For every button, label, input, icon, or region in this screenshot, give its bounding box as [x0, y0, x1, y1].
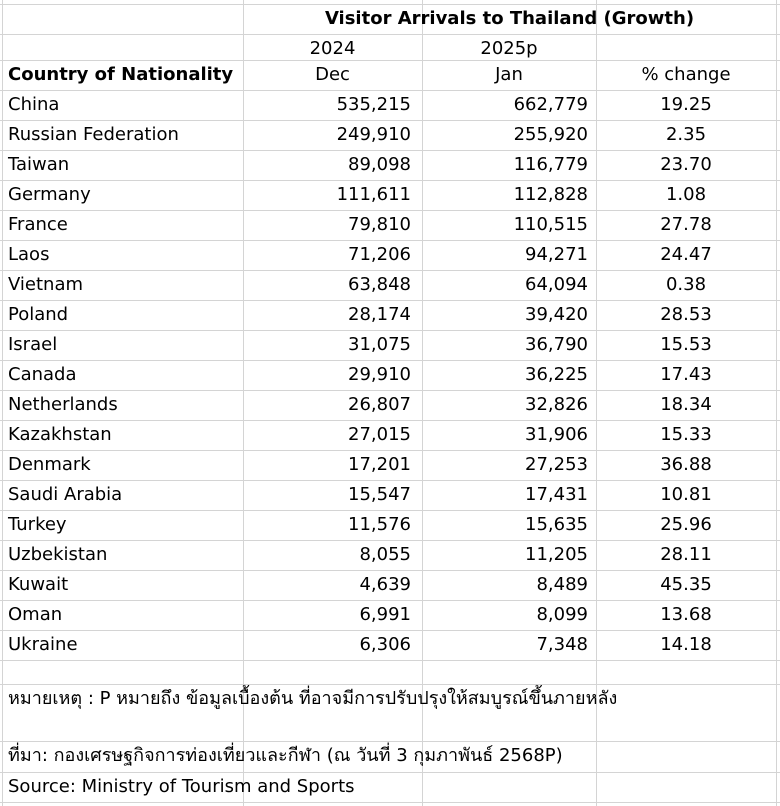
country-cell: Kuwait: [8, 574, 69, 595]
jan-value-cell: 36,225: [525, 364, 588, 385]
change-value-cell: 13.68: [660, 604, 712, 625]
dec-value-cell: 31,075: [348, 334, 411, 355]
jan-value-cell: 15,635: [525, 514, 588, 535]
jan-value-cell: 8,489: [536, 574, 588, 595]
jan-value-cell: 255,920: [513, 124, 588, 145]
country-cell: Taiwan: [8, 154, 70, 175]
grid-line: [0, 660, 780, 661]
dec-value-cell: 4,639: [359, 574, 411, 595]
country-cell: Netherlands: [8, 394, 118, 415]
column-header-jan: Jan: [495, 64, 523, 85]
change-value-cell: 17.43: [660, 364, 712, 385]
change-value-cell: 1.08: [665, 184, 707, 205]
year-2025p: 2025p: [480, 38, 538, 59]
dec-value-cell: 89,098: [348, 154, 411, 175]
change-value-cell: 19.25: [660, 94, 712, 115]
change-value-cell: 15.53: [660, 334, 712, 355]
change-value-cell: 10.81: [660, 484, 712, 505]
country-cell: Germany: [8, 184, 91, 205]
dec-value-cell: 17,201: [348, 454, 411, 475]
change-value-cell: 0.38: [665, 274, 707, 295]
jan-value-cell: 17,431: [525, 484, 588, 505]
dec-value-cell: 535,215: [336, 94, 411, 115]
dec-value-cell: 111,611: [336, 184, 411, 205]
change-value-cell: 25.96: [660, 514, 712, 535]
column-header-dec: Dec: [315, 64, 350, 85]
change-value-cell: 18.34: [660, 394, 712, 415]
change-value-cell: 2.35: [665, 124, 707, 145]
dec-value-cell: 11,576: [348, 514, 411, 535]
dec-value-cell: 71,206: [348, 244, 411, 265]
country-cell: Canada: [8, 364, 77, 385]
table-title: Visitor Arrivals to Thailand (Growth): [324, 8, 695, 29]
country-cell: Ukraine: [8, 634, 78, 655]
country-cell: Kazakhstan: [8, 424, 112, 445]
country-cell: Laos: [8, 244, 50, 265]
country-cell: Russian Federation: [8, 124, 179, 145]
change-value-cell: 27.78: [660, 214, 712, 235]
dec-value-cell: 6,306: [359, 634, 411, 655]
dec-value-cell: 29,910: [348, 364, 411, 385]
column-header-change: % change: [641, 64, 731, 85]
change-value-cell: 28.53: [660, 304, 712, 325]
country-cell: Oman: [8, 604, 63, 625]
country-cell: Israel: [8, 334, 58, 355]
jan-value-cell: 116,779: [513, 154, 588, 175]
jan-value-cell: 662,779: [513, 94, 588, 115]
change-value-cell: 14.18: [660, 634, 712, 655]
change-value-cell: 24.47: [660, 244, 712, 265]
jan-value-cell: 94,271: [525, 244, 588, 265]
source-thai: ที่มา: กองเศรษฐกิจการท่องเที่ยวและกีฬา (ณ วันที่ 3 กุมภาพันธ์ 2568P): [8, 745, 563, 766]
jan-value-cell: 7,348: [536, 634, 588, 655]
dec-value-cell: 8,055: [359, 544, 411, 565]
country-cell: Turkey: [8, 514, 67, 535]
country-cell: China: [8, 94, 60, 115]
country-cell: Uzbekistan: [8, 544, 108, 565]
year-2024: 2024: [309, 38, 356, 59]
change-value-cell: 15.33: [660, 424, 712, 445]
country-cell: Vietnam: [8, 274, 84, 295]
jan-value-cell: 32,826: [525, 394, 588, 415]
country-cell: Poland: [8, 304, 69, 325]
jan-value-cell: 27,253: [525, 454, 588, 475]
dec-value-cell: 63,848: [348, 274, 411, 295]
jan-value-cell: 39,420: [525, 304, 588, 325]
grid-line: [0, 802, 780, 803]
jan-value-cell: 112,828: [513, 184, 588, 205]
dec-value-cell: 79,810: [348, 214, 411, 235]
country-cell: Saudi Arabia: [8, 484, 123, 505]
jan-value-cell: 11,205: [525, 544, 588, 565]
dec-value-cell: 27,015: [348, 424, 411, 445]
country-cell: France: [8, 214, 68, 235]
change-value-cell: 36.88: [660, 454, 712, 475]
country-cell: Denmark: [8, 454, 91, 475]
jan-value-cell: 110,515: [513, 214, 588, 235]
dec-value-cell: 28,174: [348, 304, 411, 325]
jan-value-cell: 31,906: [525, 424, 588, 445]
source-english: Source: Ministry of Tourism and Sports: [8, 776, 355, 797]
dec-value-cell: 6,991: [359, 604, 411, 625]
change-value-cell: 23.70: [660, 154, 712, 175]
jan-value-cell: 64,094: [525, 274, 588, 295]
jan-value-cell: 8,099: [536, 604, 588, 625]
dec-value-cell: 249,910: [336, 124, 411, 145]
dec-value-cell: 15,547: [348, 484, 411, 505]
dec-value-cell: 26,807: [348, 394, 411, 415]
change-value-cell: 28.11: [660, 544, 712, 565]
change-value-cell: 45.35: [660, 574, 712, 595]
remark-note: หมายเหตุ : P หมายถึง ข้อมูลเบื้องต้น ที่อาจมีการปรับปรุงให้สมบูรณ์ขึ้นภายหลัง: [8, 688, 618, 709]
column-header-country: Country of Nationality: [8, 64, 234, 85]
jan-value-cell: 36,790: [525, 334, 588, 355]
